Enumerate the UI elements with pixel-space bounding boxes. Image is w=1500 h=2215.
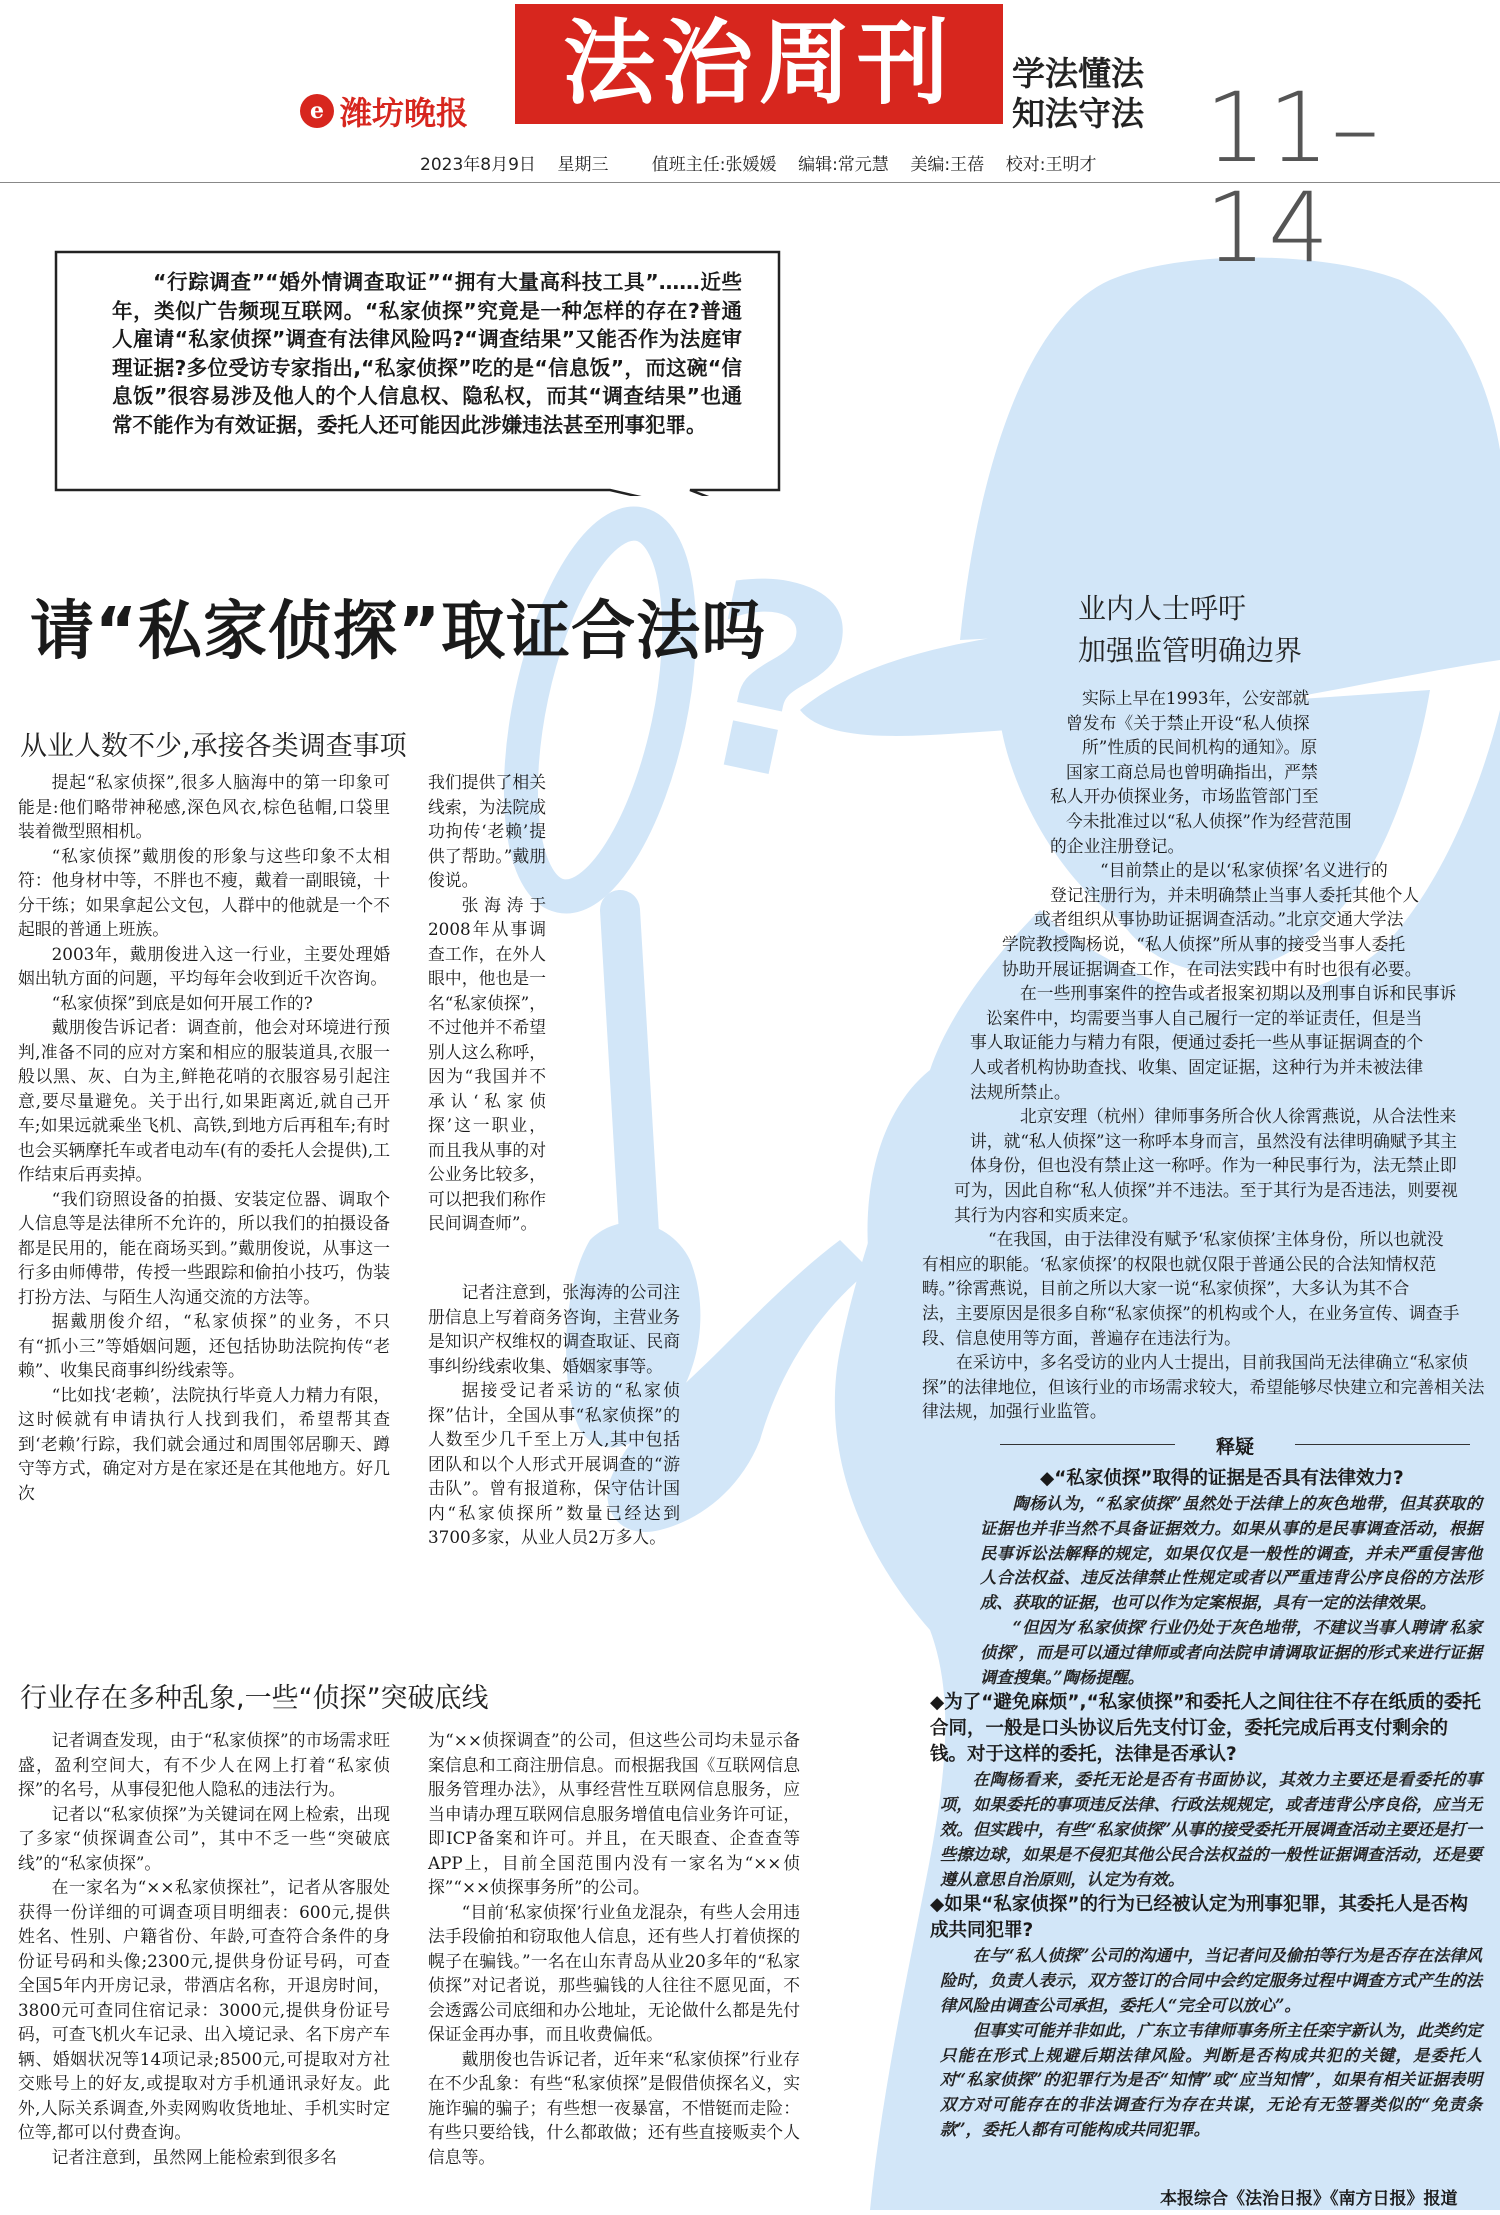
section2-subtitle: 行业存在多种乱象,一些“侦探”突破底线 — [20, 1683, 489, 1714]
qa-question-3: ◆如果“私家侦探”的行为已经被认定为刑事犯罪，其委托人是否构成共同犯罪? — [930, 1894, 1469, 1942]
right-article-line: 登记注册行为，并未明确禁止当事人委托其他个人 — [1050, 884, 1420, 905]
right-article-line: 律法规，加强行业监管。 — [922, 1401, 1107, 1422]
right-article-line: 体身份，但也没有禁止这一称呼。作为一种民事行为，法无禁止即 — [970, 1155, 1457, 1176]
right-article-line: 在一些刑事案件的控告或者报案初期以及刑事自诉和民事诉 — [1020, 983, 1457, 1004]
paragraph: 戴朋俊也告诉记者，近年来“私家侦探”行业存在不少乱象：有些“私家侦探”是假借侦探名义，实施诈骗的骗子；有些想一夜暴富，不惜铤而走险：有些只要给钱，什么都敢做；还有些直接贩卖个人信息等。 — [428, 2048, 800, 2167]
paragraph: 记者调查发现，由于“私家侦探”的市场需求旺盛，盈利空间大，有不少人在网上打着“私家侦探”的名号，从事侵犯他人隐私的违法行为。 — [18, 1730, 390, 1799]
paragraph: “私家侦探”戴朋俊的形象与这些印象不太相符：他身材中等，不胖也不瘦，戴着一副眼镜，十分干练；如果拿起公文包，人群中的他就是一个不起眼的普通上班族。 — [18, 845, 390, 939]
right-article-line: 国家工商总局也曾明确指出，严禁 — [1066, 761, 1318, 782]
qa-answer: 在陶杨看来，委托无论是否有书面协议，其效力主要还是看委托的事项，如果委托的事项违反法律、行政法规规定，或者违背公序良俗，应当无效。但实践中，有些“私家侦探”从事的接受委托开展调查活动主要还是打一些擦边球，如果是不侵犯其他公民合法权益的一般性证据调查活动，还是要遵从意思自治原则，认定为有效。 — [940, 1770, 1482, 1889]
paragraph: 记者以“私家侦探”为关键词在网上检索，出现了多家“侦探调查公司”，其中不乏一些“突破底线”的“私家侦探”。 — [18, 1803, 390, 1873]
right-article-line: “在我国，由于法律没有赋予‘私家侦探’主体身份，所以也就没 — [988, 1229, 1444, 1250]
section1-column-a — [18, 770, 390, 1505]
qa-rule-right — [1295, 1444, 1470, 1445]
section2-column-a — [18, 1728, 390, 2169]
masthead-title: 法治周刊 — [562, 10, 955, 117]
qa-answer: 陶杨认为，“私家侦探”虽然处于法律上的灰色地带，但其获取的证据也并非当然不具备证据效力。如果从事的是民事调查活动，根据民事诉讼法解释的规定，如果仅仅是一般性的调查，并未严重侵害他人合法权益、违反法律禁止性规定或者以严重违背公序良俗的方法形成、获取的证据，也可以作为定案根据，具有一定的法律效果。 — [980, 1494, 1482, 1613]
right-article-line: 讲，就“私人侦探”这一称呼本身而言，虽然没有法律明确赋予其主 — [970, 1130, 1458, 1151]
paragraph: 记者注意到，虽然网上能检索到很多名 — [51, 2146, 337, 2167]
paragraph: “比如找‘老赖’，法院执行毕竟人力精力有限，这时候就有申请执行人找到我们，希望帮其查到‘老赖’行踪，我们就会通过和周围邻居聊天、蹲守等方式，确定对方是在家还是在其他地方。好几次 — [18, 1384, 390, 1503]
paragraph: 戴朋俊告诉记者：调查前，他会对环境进行预判,准备不同的应对方案和相应的服装道具,衣服一般以黑、灰、白为主,鲜艳花哨的衣服容易引起注意,要尽量避免。关于出行,如果距离近,就自己开车;如果远就乘坐飞机、高铁,到地方后再租车;有时也会买辆摩托车或者电动车(有的委托人会提供),工作结束后再卖掉。 — [18, 1017, 390, 1184]
paragraph: “目前‘私家侦探’行业鱼龙混杂，有些人会用违法手段偷拍和窃取他人信息，还有些人打着侦探的幌子在骗钱。”一名在山东青岛从业20多年的“私家侦探”对记者说，那些骗钱的人往往不愿见面，不会透露公司底细和办公地址，无论做什么都是先付保证金再办事，而且收费偏低。 — [428, 1901, 800, 2044]
masthead-slogan — [1012, 54, 1144, 134]
paragraph: 2003年，戴朋俊进入这一行业，主要处理婚姻出轨方面的问题，平均每年会收到近千次咨询。 — [18, 943, 390, 988]
main-headline: 请“私家侦探”取证合法吗 — [30, 595, 767, 669]
right-article-line: 法，主要原因是很多自称“私家侦探”的机构或个人，在业务宣传、调查手 — [922, 1303, 1460, 1323]
section1-column-b-upper — [428, 770, 546, 1236]
section1-column-b-lower — [428, 1280, 680, 1550]
right-article-line: 在采访中，多名受访的业内人士提出，目前我国尚无法律确立“私家侦 — [956, 1352, 1469, 1373]
qa-section-header — [1000, 1432, 1470, 1456]
right-article-line: 或者组织从事协助证据调查活动。”北京交通大学法 — [1034, 909, 1404, 930]
paragraph: 据戴朋俊介绍，“私家侦探”的业务，不只有“抓小三”等婚姻问题，还包括协助法院拘传“老赖”、收集民商事纠纷线索等。 — [18, 1311, 390, 1380]
right-article-line: 北京安理（杭州）律师事务所合伙人徐霄燕说，从合法性来 — [1020, 1106, 1457, 1127]
right-article-line: 有相应的职能。‘私家侦探’的权限也就仅限于普通公民的合法知情权范 — [922, 1253, 1437, 1274]
paragraph: 我们提供了相关线索，为法院成功拘传‘老赖’提供了帮助。”戴朋俊说。 — [428, 772, 546, 890]
logo-text: 潍坊晚报 — [340, 94, 469, 132]
right-subtitle — [1078, 588, 1302, 672]
qa-body — [930, 1466, 1482, 2143]
paragraph: 在一家名为“××私家侦探社”，记者从客服处获得一份详细的可调查项目明细表：600元,提供姓名、性别、户籍省份、年龄,可查符合条件的身份证号码和头像;2300元,提供身份证号码，可查全国5年内开房记录，带酒店名称，开退房时间，3800元可查同住宿记录：3000元,提供身份证号码，可查飞机火车记录、出入境记录、名下房产车辆、婚姻状况等14项记录;8500元,可提取对方社交账号上的好友,或提取对方手机通讯录好友。此外,人际关系调查,外卖网购收货地址、手机实时定位等,都可以付费查询。 — [18, 1877, 390, 2142]
intro-paragraph: “行踪调查”“婚外情调查取证”“拥有大量高科技工具”……近些年，类似广告频现互联网。“私家侦探”究竟是一种怎样的存在?普通人雇请“私家侦探”调查有法律风险吗?“调查结果”又能否作为法庭审理证据?多位受访专家指出,“私家侦探”吃的是“信息饭”，而这碗“信息饭”很容易涉及他人的个人信息权、隐私权，而其“调查结果”也通常不能作为有效证据，委托人还可能因此涉嫌违法甚至刑事犯罪。 — [112, 270, 742, 437]
slogan-line-1: 学法懂法 — [1012, 54, 1144, 93]
slogan-line-2: 知法守法 — [1012, 94, 1144, 133]
right-article-line: 所”性质的民间机构的通知》。原 — [1082, 737, 1318, 758]
hat-crown — [960, 258, 1500, 641]
qa-question-1: ◆“私家侦探”取得的证据是否具有法律效力? — [1040, 1468, 1404, 1489]
section1-subtitle: 从业人数不少,承接各类调查事项 — [20, 731, 407, 762]
right-article-line: 段、信息使用等方面，普遍存在违法行为。 — [922, 1327, 1241, 1348]
paragraph: “我们窃照设备的拍摄、安装定位器、调取个人信息等是法律所不允许的，所以我们的拍摄设备都是民用的，能在商场买到。”戴朋俊说，从事这一行多由师傅带，传授一些跟踪和偷拍小技巧，伪装打扮方法、与陌生人沟通交流的方法等。 — [18, 1188, 390, 1307]
right-article-line: 畴。”徐霄燕说，目前之所以大家一说“私家侦探”，大多认为其不合 — [922, 1278, 1410, 1299]
masthead-title-block — [515, 4, 1003, 124]
right-article-line: 私人开办侦探业务，市场监管部门至 — [1050, 786, 1319, 807]
right-article-line: 探”的法律地位，但该行业的市场需求较大，希望能够尽快建立和完善相关法 — [922, 1376, 1485, 1397]
paragraph: 提起“私家侦探”,很多人脑海中的第一印象可能是:他们略带神秘感,深色风衣,棕色毡帽,口袋里装着微型照相机。 — [18, 772, 390, 841]
right-article-line: 讼案件中，均需要当事人自己履行一定的举证责任，但是当 — [986, 1007, 1423, 1028]
paragraph: 张海涛于2008年从事调查工作，在外人眼中，他也是一名“私家侦探”，不过他并不希望别人这么称呼，因为“我国并不承认‘私家侦探’这一职业，而且我从事的对公业务比较多，可以把我们称作民间调查师”。 — [428, 894, 546, 1233]
right-article-line: 今未批准过以“私人侦探”作为经营范围 — [1066, 811, 1352, 831]
source-credit: 本报综合《法治日报》《南方日报》报道 — [1160, 2189, 1458, 2209]
paragraph: 据接受记者采访的“私家侦探”估计，全国从事“私家侦探”的人数至少几千至上万人,其中包括团队和以个人形式开展调查的“游击队”。曾有报道称，保守估计国内“私家侦探所”数量已经达到3700多家，从业人员2万多人。 — [428, 1380, 680, 1547]
page-range: 11–14 — [1205, 72, 1382, 284]
right-article-line: 实际上早在1993年，公安部就 — [1082, 688, 1310, 708]
section2-column-b — [428, 1728, 800, 2169]
qa-question-2: ◆为了“避免麻烦”,“私家侦探”和委托人之间往往不存在纸质的委托合同，一般是口头协议后先支付订金，委托完成后再支付剩余的钱。对于这样的委托，法律是否承认? — [930, 1692, 1481, 1766]
issue-info-bar: 2023年8月9日 星期三 值班主任:张媛媛 编辑:常元慧 美编:王蓓 校对:王明才 — [420, 155, 1097, 175]
right-article-line: 的企业注册登记。 — [1050, 835, 1185, 856]
right-article-line: 学院教授陶杨说，“私人侦探”所从事的接受当事人委托 — [1002, 934, 1406, 954]
right-subtitle-line-1: 业内人士呼吁 — [1078, 592, 1247, 625]
right-article-line: 法规所禁止。 — [970, 1081, 1071, 1102]
paragraph: 记者注意到，张海涛的公司注册信息上写着商务咨询，主营业务是知识产权维权的调查取证、民商事纠纷线索收集、婚姻家事等。 — [428, 1282, 680, 1376]
qa-answer: 但事实可能并非如此，广东立韦律师事务所主任栾宇新认为，此类约定只能在形式上规避后期法律风险。判断是否构成共犯的关键，是委托人对“私家侦探”的犯罪行为是否“知情”或“应当知情”，如果有相关证据表明双方对可能存在的非法调查行为存在共谋，无论有无签署类似的“免责条款”，委托人都有可能构成共同犯罪。 — [940, 2020, 1482, 2139]
masthead-divider — [0, 182, 1500, 183]
right-article-line: 可为，因此自称“私人侦探”并不违法。至于其行为是否违法，则要视 — [954, 1180, 1458, 1200]
right-article-line: “目前禁止的是以‘私家侦探’名义进行的 — [1100, 860, 1388, 881]
right-article-line: 人或者机构协助查找、收集、固定证据，这种行为并未被法律 — [970, 1057, 1424, 1077]
right-article-line: 协助开展证据调查工作，在司法实践中有时也很有必要。 — [1002, 958, 1422, 979]
paragraph: 为“××侦探调查”的公司，但这些公司均未显示备案信息和工商注册信息。而根据我国《互联网信息服务管理办法》，从事经营性互联网信息服务，应当申请办理互联网信息服务增值电信业务许可证，即ICP备案和许可。并且，在天眼查、企查查等APP上，目前全国范围内没有一家名为“××侦探”“××侦探事务所”的公司。 — [428, 1730, 800, 1897]
logo-icon: e — [300, 94, 334, 128]
qa-answer: 在与“私人侦探”公司的沟通中，当记者问及偷拍等行为是否存在法律风险时，负责人表示，双方签订的合同中会约定服务过程中调查方式产生的法律风险由调查公司承担，委托人“完全可以放心”。 — [940, 1946, 1482, 2015]
right-subtitle-line-2: 加强监管明确边界 — [1078, 634, 1303, 667]
question-mark-glyph: ? — [667, 520, 878, 848]
right-article-line: 其行为内容和实质来定。 — [954, 1204, 1139, 1225]
right-article-line: 事人取证能力与精力有限，便通过委托一些从事证据调查的个 — [970, 1032, 1424, 1053]
qa-answer: “但因为‘私家侦探’行业仍处于灰色地带，不建议当事人聘请‘私家侦探’，而是可以通过律师或者向法院申请调取证据的形式来进行证据调查搜集。”陶杨提醒。 — [980, 1617, 1482, 1687]
paragraph: “私家侦探”到底是如何开展工作的? — [51, 992, 313, 1013]
right-article-line: 曾发布《关于禁止开设“私人侦探 — [1066, 712, 1310, 733]
newspaper-logo — [300, 86, 468, 136]
qa-title: 释疑 — [1215, 1436, 1254, 1458]
